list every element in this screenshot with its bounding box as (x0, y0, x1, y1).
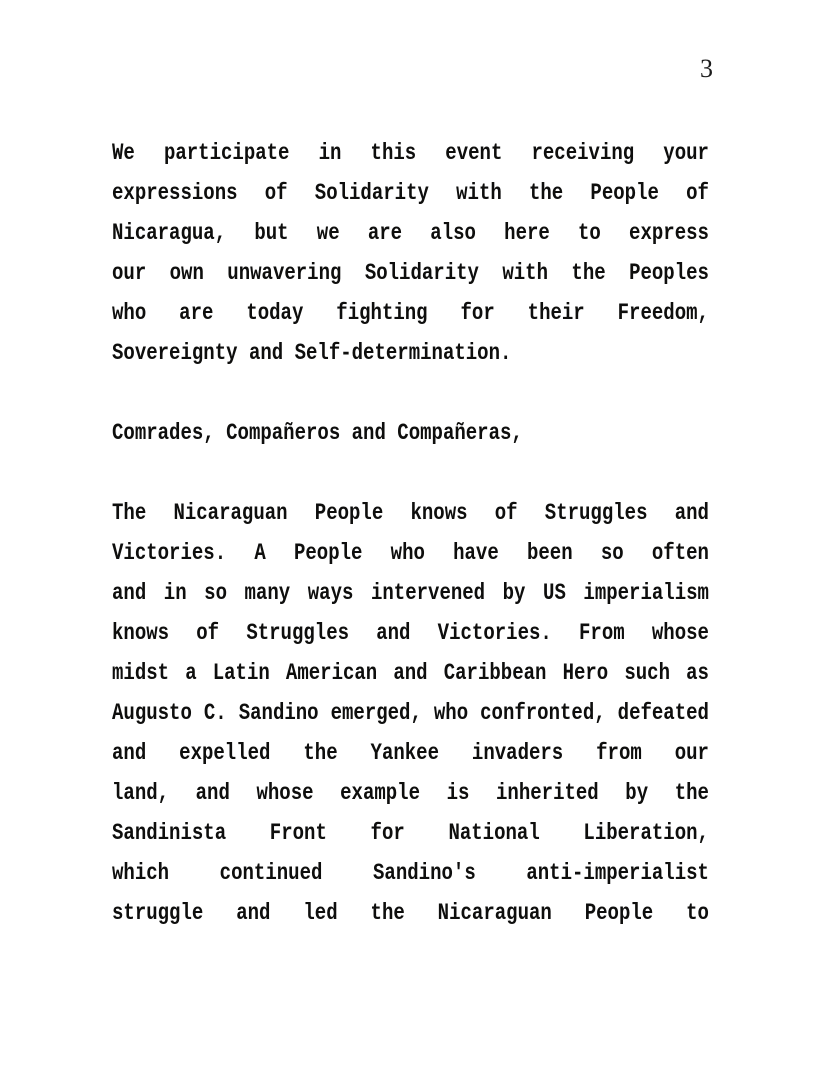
text-line: knows of Struggles and Victories. From whose (112, 620, 709, 646)
text-line: Victories. A People who have been so often (112, 540, 709, 566)
text-line: our own unwavering Solidarity with the Peoples (112, 260, 709, 286)
text-line: We participate in this event receiving your (112, 140, 709, 166)
text-line: The Nicaraguan People knows of Struggles and (112, 500, 709, 526)
text-line: who are today fighting for their Freedom, (112, 300, 709, 326)
document-body (112, 133, 709, 933)
text-line: struggle and led the Nicaraguan People to (112, 900, 709, 926)
text-line: land, and whose example is inherited by the (112, 780, 709, 806)
text-line: expressions of Solidarity with the People of (112, 180, 709, 206)
paragraph (112, 413, 709, 453)
text-line: Nicaragua, but we are also here to express (112, 220, 709, 246)
text-line: and expelled the Yankee invaders from our (112, 740, 709, 766)
text-line: Sovereignty and Self-determination. (112, 340, 512, 366)
paragraph (112, 133, 709, 373)
page-number: 3 (700, 54, 713, 83)
text-line: which continued Sandino's anti-imperialist (112, 860, 709, 886)
text-line: and in so many ways intervened by US imperialism (112, 580, 709, 606)
text-line: midst a Latin American and Caribbean Hero such as (112, 660, 709, 686)
text-line: Comrades, Compañeros and Compañeras, (112, 420, 523, 446)
paragraph (112, 493, 709, 933)
text-line: Augusto C. Sandino emerged, who confronted, defeated (112, 700, 709, 726)
text-line: Sandinista Front for National Liberation, (112, 820, 709, 846)
